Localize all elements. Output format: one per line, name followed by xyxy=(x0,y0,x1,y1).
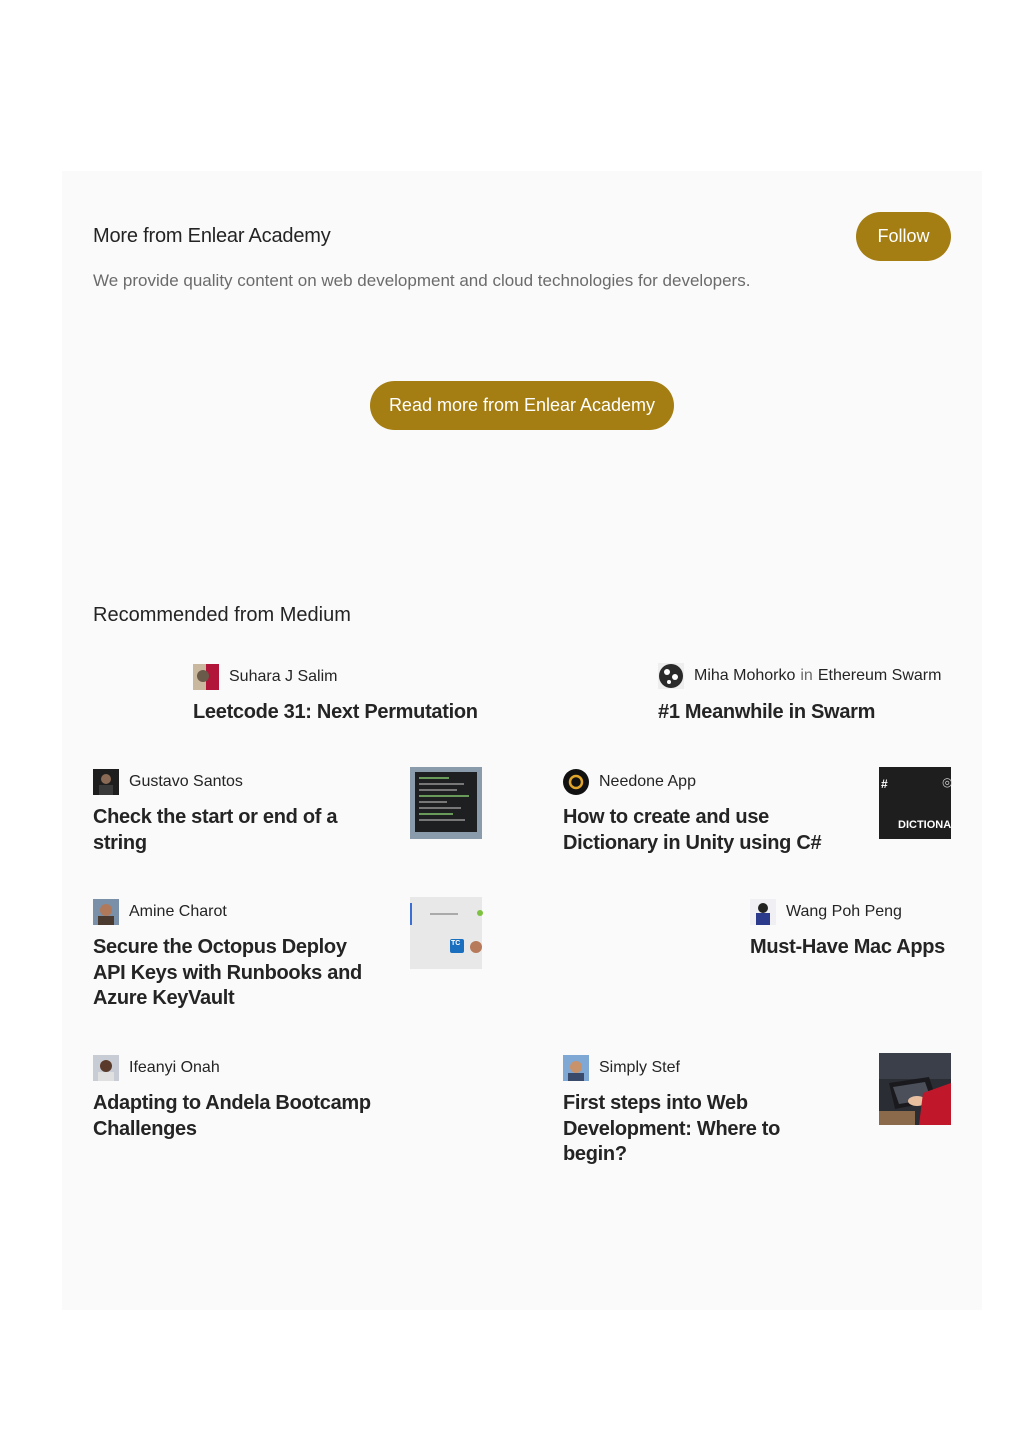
author-row[interactable] xyxy=(563,769,696,795)
article-title[interactable]: Leetcode 31: Next Permutation xyxy=(193,701,478,723)
in-label: in xyxy=(800,667,813,684)
publication-panel xyxy=(62,171,982,1310)
publication-name[interactable]: Ethereum Swarm xyxy=(817,667,942,684)
author-name[interactable]: Simply Stef xyxy=(599,1059,680,1076)
publication-description: We provide quality content on web development and cloud technologies for developers. xyxy=(93,271,751,290)
article-title[interactable]: First steps into Web Development: Where to begin? xyxy=(563,1092,781,1165)
author-name[interactable]: Gustavo Santos xyxy=(129,773,243,790)
thumbnail-hash: # xyxy=(881,777,888,791)
article-title[interactable]: Check the start or end of a string xyxy=(93,806,338,854)
thumbnail-logo-icon: ◎ xyxy=(942,775,953,789)
author-row[interactable] xyxy=(93,1055,220,1081)
publication-title[interactable]: More from Enlear Academy xyxy=(93,225,331,247)
author-name[interactable]: Ifeanyi Onah xyxy=(129,1059,220,1076)
author-row[interactable] xyxy=(93,769,243,795)
article-title[interactable]: Adapting to Andela Bootcamp Challenges xyxy=(93,1092,371,1140)
author-name[interactable]: Suhara J Salim xyxy=(229,668,338,685)
author-avatar[interactable] xyxy=(658,663,684,689)
article-title[interactable]: #1 Meanwhile in Swarm xyxy=(658,701,876,723)
author-name[interactable]: Miha Mohorko xyxy=(694,667,796,684)
follow-button[interactable]: Follow xyxy=(856,212,951,261)
author-avatar[interactable] xyxy=(93,899,119,925)
article-title[interactable]: Must-Have Mac Apps xyxy=(750,936,946,958)
author-avatar[interactable] xyxy=(563,769,589,795)
author-avatar[interactable] xyxy=(193,664,219,690)
article-title[interactable]: How to create and use Dictionary in Unity using C# xyxy=(563,806,822,854)
article-thumbnail[interactable] xyxy=(410,767,482,839)
author-avatar[interactable] xyxy=(93,769,119,795)
article-thumbnail[interactable] xyxy=(879,1053,951,1125)
author-row[interactable] xyxy=(658,663,941,689)
thumbnail-text: TC xyxy=(451,940,461,947)
recommended-heading: Recommended from Medium xyxy=(93,604,351,626)
author-name[interactable]: Needone App xyxy=(599,773,696,790)
author-row[interactable] xyxy=(93,899,227,925)
article-thumbnail[interactable] xyxy=(879,767,951,839)
author-avatar[interactable] xyxy=(563,1055,589,1081)
author-name[interactable]: Wang Poh Peng xyxy=(786,903,902,920)
author-avatar[interactable] xyxy=(750,899,776,925)
article-thumbnail[interactable] xyxy=(410,897,482,969)
author-row[interactable] xyxy=(563,1055,680,1081)
author-avatar[interactable] xyxy=(93,1055,119,1081)
read-more-button[interactable]: Read more from Enlear Academy xyxy=(370,381,674,430)
thumbnail-text: DICTIONA xyxy=(898,819,952,831)
author-name[interactable]: Amine Charot xyxy=(129,903,227,920)
author-row[interactable] xyxy=(750,899,902,925)
author-row[interactable] xyxy=(193,664,338,690)
article-title[interactable]: Secure the Octopus Deploy API Keys with Runbooks and Azure KeyVault xyxy=(93,936,362,1009)
